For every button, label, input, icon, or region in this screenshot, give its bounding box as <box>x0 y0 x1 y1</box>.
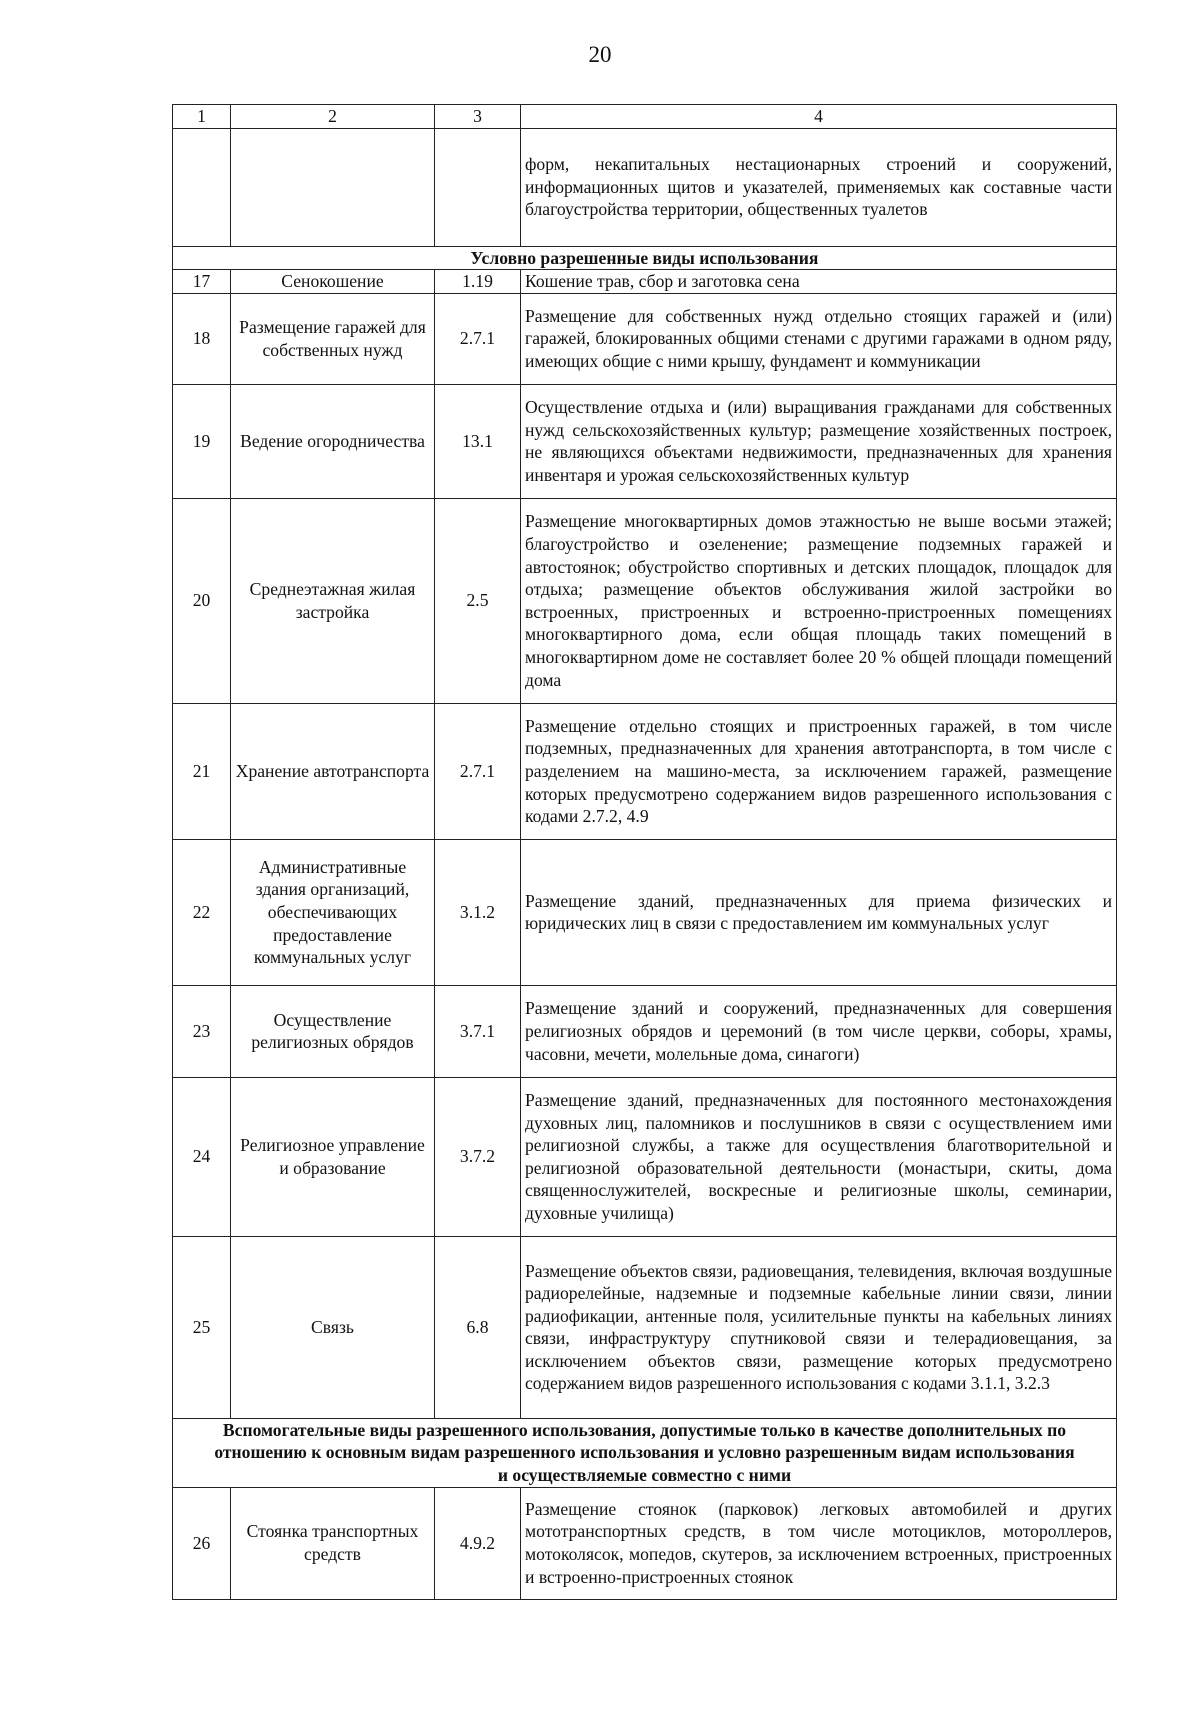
row-code: 1.19 <box>435 270 521 294</box>
land-use-table <box>172 104 1117 1600</box>
table-row <box>173 1077 1117 1236</box>
header-col-1: 1 <box>173 105 231 129</box>
row-number: 23 <box>173 985 231 1077</box>
row-name: Сенокошение <box>231 270 435 294</box>
row-code <box>435 128 521 246</box>
table-row <box>173 1487 1117 1599</box>
row-name: Религиозное управление и образование <box>231 1077 435 1236</box>
section-header-conditional <box>173 246 1117 270</box>
row-number: 17 <box>173 270 231 294</box>
row-number: 26 <box>173 1487 231 1599</box>
row-number: 20 <box>173 498 231 703</box>
table-row <box>173 839 1117 985</box>
row-description: Размещение отдельно стоящих и пристроенных гаражей, в том числе подземных, предназначенных для хранения автотранспорта, в том числе с разделением на машино-места, за исключением гаражей, размещение которых предусмотрено содержанием видов разрешенного использования с кодами 2.7.2, 4.9 <box>521 703 1117 839</box>
row-description: Размещение зданий, предназначенных для постоянного местонахождения духовных лиц, паломников и послушников в связи с осуществлением ими религиозной службы, а также для осуществления благотворительной и религиозной образовательной деятельности (монастыри, скиты, дома священнослужителей, воскресные и религиозные школы, семинарии, духовные училища) <box>521 1077 1117 1236</box>
row-code: 4.9.2 <box>435 1487 521 1599</box>
row-name: Осуществление религиозных обрядов <box>231 985 435 1077</box>
table-row <box>173 498 1117 703</box>
table-row <box>173 293 1117 384</box>
row-code: 3.7.1 <box>435 985 521 1077</box>
row-name: Ведение огородничества <box>231 384 435 498</box>
row-code: 3.1.2 <box>435 839 521 985</box>
row-description: форм, некапитальных нестационарных строений и сооружений, информационных щитов и указателей, применяемых как составные части благоустройства территории, общественных туалетов <box>521 128 1117 246</box>
row-number: 18 <box>173 293 231 384</box>
row-code: 3.7.2 <box>435 1077 521 1236</box>
page-number: 20 <box>588 42 612 67</box>
table-row <box>173 270 1117 294</box>
header-col-4: 4 <box>521 105 1117 129</box>
row-name: Связь <box>231 1236 435 1418</box>
conditional-rows <box>173 270 1117 1419</box>
row-name: Хранение автотранспорта <box>231 703 435 839</box>
section-title: Условно разрешенные виды использования <box>173 246 1117 270</box>
section-header-auxiliary <box>173 1418 1117 1487</box>
row-name: Стоянка транспортных средств <box>231 1487 435 1599</box>
row-description: Размещение для собственных нужд отдельно стоящих гаражей и (или) гаражей, блокированных общими стенами с другими гаражами в одном ряду, имеющих общие с ними крышу, фундамент и коммуникации <box>521 293 1117 384</box>
row-description: Размещение зданий и сооружений, предназначенных для совершения религиозных обрядов и церемоний (в том числе церкви, соборы, храмы, часовни, мечети, молельные дома, синагоги) <box>521 985 1117 1077</box>
header-col-3: 3 <box>435 105 521 129</box>
row-description: Размещение стоянок (парковок) легковых автомобилей и других мототранспортных средств, в том числе мотоциклов, мотороллеров, мотоколясок, мопедов, скутеров, за исключением встроенных, пристроенных и встроенно-пристроенных стоянок <box>521 1487 1117 1599</box>
section-title: Вспомогательные виды разрешенного использования, допустимые только в качестве дополнительных по отношению к основным видам разрешенного использования и условно разрешенным видам использования и осуществляемые совместно с ними <box>173 1418 1117 1487</box>
row-code: 2.7.1 <box>435 293 521 384</box>
row-number: 25 <box>173 1236 231 1418</box>
header-row <box>173 105 1117 129</box>
row-number: 24 <box>173 1077 231 1236</box>
table-row <box>173 703 1117 839</box>
table-row <box>173 985 1117 1077</box>
row-code: 2.7.1 <box>435 703 521 839</box>
row-name: Размещение гаражей для собственных нужд <box>231 293 435 384</box>
row-description: Размещение объектов связи, радиовещания, телевидения, включая воздушные радиорелейные, надземные и подземные кабельные линии связи, линии радиофикации, антенные поля, усилительные пункты на кабельных линиях связи, инфраструктуру спутниковой связи и телерадиовещания, за исключением объектов связи, размещение которых предусмотрено содержанием видов разрешенного использования с кодами 3.1.1, 3.2.3 <box>521 1236 1117 1418</box>
row-name: Среднеэтажная жилая застройка <box>231 498 435 703</box>
row-code: 2.5 <box>435 498 521 703</box>
auxiliary-rows <box>173 1487 1117 1599</box>
row-number: 21 <box>173 703 231 839</box>
row-name <box>231 128 435 246</box>
table-row-continuation <box>173 128 1117 246</box>
row-number: 22 <box>173 839 231 985</box>
row-name: Административные здания организаций, обеспечивающих предоставление коммунальных услуг <box>231 839 435 985</box>
row-description: Размещение многоквартирных домов этажностью не выше восьми этажей; благоустройство и озеленение; размещение подземных гаражей и автостоянок; обустройство спортивных и детских площадок, площадок для отдыха; размещение объектов обслуживания жилой застройки во встроенных, пристроенных и встроенно-пристроенных помещениях многоквартирного дома, если общая площадь таких помещений в многоквартирном доме не составляет более 20 % общей площади помещений дома <box>521 498 1117 703</box>
table-row <box>173 384 1117 498</box>
row-description: Осуществление отдыха и (или) выращивания гражданами для собственных нужд сельскохозяйственных культур; размещение хозяйственных построек, не являющихся объектами недвижимости, предназначенных для хранения инвентаря и урожая сельскохозяйственных культур <box>521 384 1117 498</box>
row-code: 13.1 <box>435 384 521 498</box>
header-col-2: 2 <box>231 105 435 129</box>
row-number: 19 <box>173 384 231 498</box>
row-description: Размещение зданий, предназначенных для приема физических и юридических лиц в связи с предоставлением им коммунальных услуг <box>521 839 1117 985</box>
row-code: 6.8 <box>435 1236 521 1418</box>
table-row <box>173 1236 1117 1418</box>
row-description: Кошение трав, сбор и заготовка сена <box>521 270 1117 294</box>
row-number <box>173 128 231 246</box>
